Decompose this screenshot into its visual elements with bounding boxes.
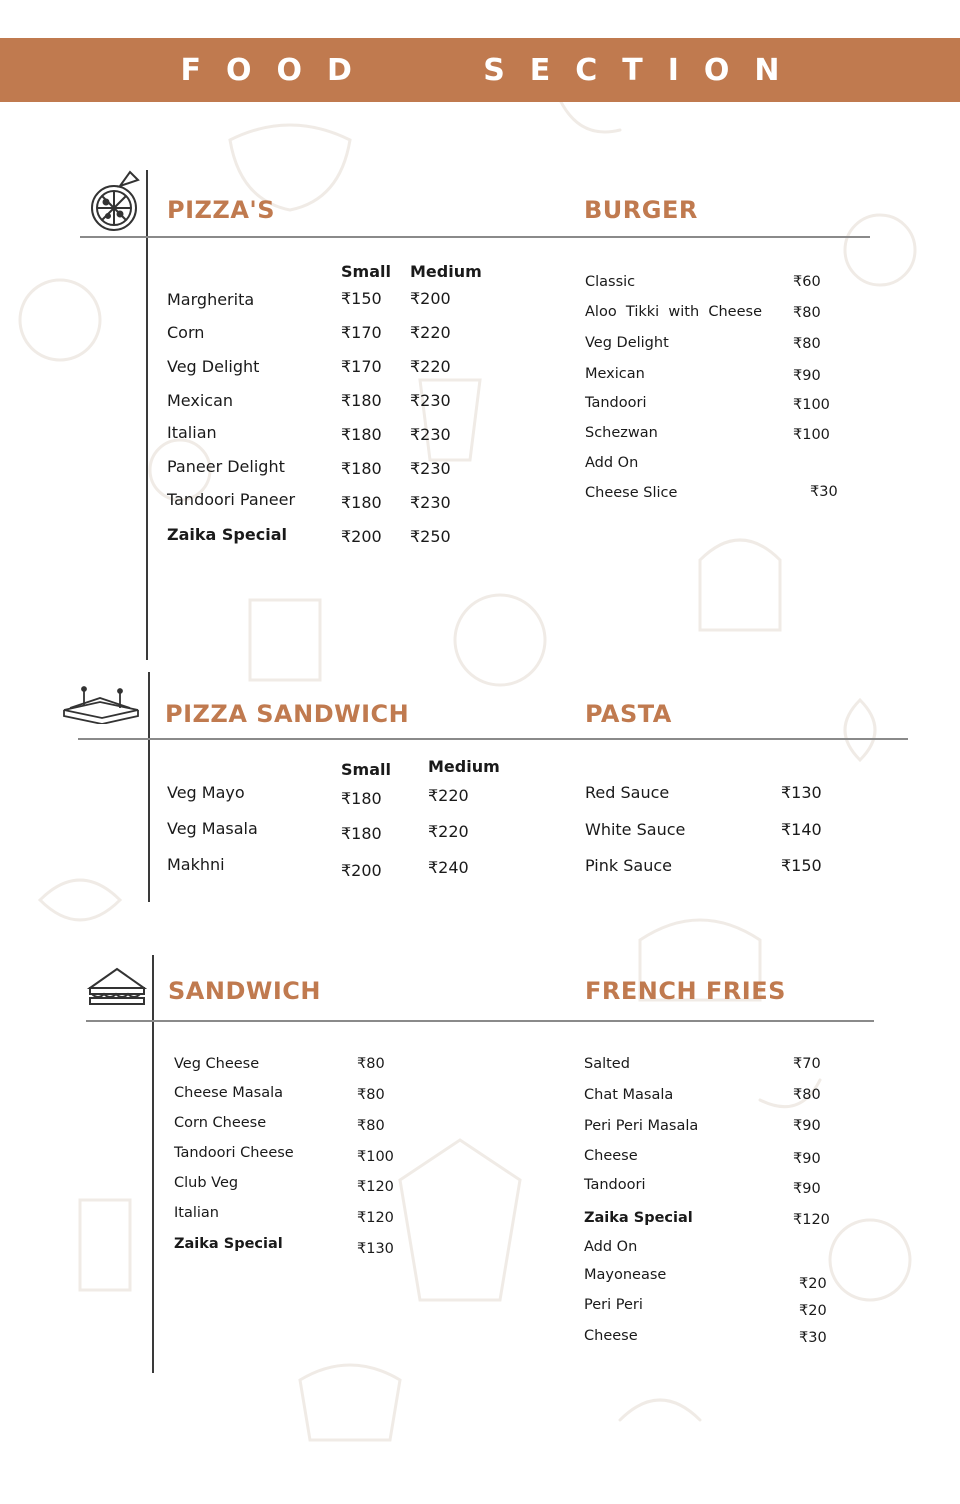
header-title: FOOD SECTION <box>180 52 805 88</box>
pizza-item-small: ₹180 <box>341 391 382 410</box>
pizza-item-name: Italian <box>167 423 217 442</box>
sandwich-divider-vertical <box>152 955 154 1373</box>
pizza-item-medium: ₹230 <box>410 493 451 512</box>
burger-addon-label: Add On <box>585 455 639 471</box>
burger-item-name: Cheese Slice <box>585 485 678 501</box>
burger-item-price: ₹80 <box>793 336 821 352</box>
sandwich-item-name: Cheese Masala <box>174 1085 283 1101</box>
sandwich-item-price: ₹80 <box>357 1118 385 1134</box>
pizza-item-medium: ₹220 <box>410 323 451 342</box>
burger-item-price: ₹100 <box>793 427 830 443</box>
fries-item-name: Salted <box>584 1056 630 1072</box>
pizza-item-name: Corn <box>167 323 205 342</box>
fries-addon-label: Add On <box>584 1239 638 1255</box>
burger-item-name: Schezwan <box>585 425 658 441</box>
pizza-sandwich-item-medium: ₹220 <box>428 822 469 841</box>
pizza-item-small: ₹180 <box>341 459 382 478</box>
pizza-sandwich-item-medium: ₹220 <box>428 786 469 805</box>
fries-item-price: ₹20 <box>799 1303 827 1319</box>
sandwich-item-price: ₹120 <box>357 1179 394 1195</box>
pizza-sandwich-col-small: Small <box>341 760 391 779</box>
sandwich-item-name: Club Veg <box>174 1175 239 1191</box>
fries-item-price: ₹70 <box>793 1056 821 1072</box>
pizza-sandwich-divider-vertical <box>148 672 150 902</box>
pizza-item-name: Zaika Special <box>167 525 287 544</box>
pizza-sandwich-item-small: ₹180 <box>341 789 382 808</box>
burger-item-price: ₹80 <box>793 305 821 321</box>
fries-item-price: ₹90 <box>793 1118 821 1134</box>
pizza-section-divider-vertical <box>146 170 148 660</box>
pasta-item-price: ₹140 <box>781 820 822 839</box>
fries-item-name: Cheese <box>584 1148 638 1164</box>
pizza-icon <box>90 170 142 232</box>
sandwich-item-price: ₹80 <box>357 1056 385 1072</box>
pizza-col-small: Small <box>341 262 391 281</box>
pasta-item-name: Red Sauce <box>585 783 670 802</box>
pizza-item-medium: ₹220 <box>410 357 451 376</box>
pasta-item-price: ₹150 <box>781 856 822 875</box>
burger-item-price: ₹30 <box>810 484 838 500</box>
fries-item-price: ₹90 <box>793 1181 821 1197</box>
fries-item-name: Mayonease <box>584 1267 667 1283</box>
sandwich-fries-rule <box>86 1020 874 1022</box>
pizza-item-name: Paneer Delight <box>167 457 285 476</box>
sandwich-item-name: Italian <box>174 1205 219 1221</box>
pizza-sandwich-item-small: ₹200 <box>341 861 382 880</box>
pizza-sandwich-item-name: Veg Mayo <box>167 783 245 802</box>
pasta-section-title: PASTA <box>585 700 672 728</box>
sandwich-item-price: ₹100 <box>357 1149 394 1165</box>
pizza-item-name: Tandoori Paneer <box>167 490 296 509</box>
sandwich-item-price: ₹130 <box>357 1241 394 1257</box>
pasta-item-name: Pink Sauce <box>585 856 672 875</box>
fries-item-price: ₹20 <box>799 1276 827 1292</box>
burger-section-title: BURGER <box>584 196 698 224</box>
pizza-item-medium: ₹250 <box>410 527 451 546</box>
fries-item-name: Zaika Special <box>584 1210 693 1226</box>
burger-item-name: Tandoori <box>585 395 647 411</box>
fries-item-price: ₹120 <box>793 1212 830 1228</box>
pizza-item-name: Margherita <box>167 290 255 309</box>
sandwich-item-price: ₹120 <box>357 1210 394 1226</box>
sandwich-item-name: Tandoori Cheese <box>174 1145 294 1161</box>
pizza-sandwich-item-name: Makhni <box>167 855 225 874</box>
pizza-sandwich-col-medium: Medium <box>428 757 500 776</box>
pizza-item-medium: ₹200 <box>410 289 451 308</box>
fries-item-price: ₹80 <box>793 1087 821 1103</box>
pizza-item-name: Mexican <box>167 391 234 410</box>
sandwich-item-name: Zaika Special <box>174 1236 283 1252</box>
fries-item-name: Chat Masala <box>584 1087 674 1103</box>
pasta-item-price: ₹130 <box>781 783 822 802</box>
pizza-item-small: ₹200 <box>341 527 382 546</box>
french-fries-section-title: FRENCH FRIES <box>585 977 786 1005</box>
pizza-item-small: ₹180 <box>341 425 382 444</box>
burger-item-price: ₹90 <box>793 368 821 384</box>
pizza-item-small: ₹170 <box>341 357 382 376</box>
pizza-sandwich-item-name: Veg Masala <box>167 819 258 838</box>
pizza-item-medium: ₹230 <box>410 459 451 478</box>
sandwich-item-name: Corn Cheese <box>174 1115 267 1131</box>
pizza-item-small: ₹170 <box>341 323 382 342</box>
fries-item-price: ₹90 <box>793 1151 821 1167</box>
pizza-item-medium: ₹230 <box>410 425 451 444</box>
sandwich-item-name: Veg Cheese <box>174 1056 260 1072</box>
pizza-sandwich-section-title: PIZZA SANDWICH <box>165 700 410 728</box>
fries-item-name: Cheese <box>584 1328 638 1344</box>
pizza-sandwich-item-medium: ₹240 <box>428 858 469 877</box>
pizza-col-medium: Medium <box>410 262 482 281</box>
sandwich-item-price: ₹80 <box>357 1087 385 1103</box>
burger-item-price: ₹60 <box>793 274 821 290</box>
burger-item-name: Mexican <box>585 366 645 382</box>
pizza-item-small: ₹150 <box>341 289 382 308</box>
pizza-burger-rule <box>80 236 870 238</box>
pizza-sandwich-pasta-rule <box>78 738 908 740</box>
sandwich-icon <box>86 966 148 1008</box>
fries-item-name: Tandoori <box>584 1177 646 1193</box>
burger-item-price: ₹100 <box>793 397 830 413</box>
fries-item-price: ₹30 <box>799 1330 827 1346</box>
pizza-section-title: PIZZA'S <box>167 196 276 224</box>
pizza-item-medium: ₹230 <box>410 391 451 410</box>
pasta-item-name: White Sauce <box>585 820 686 839</box>
header-banner <box>0 38 960 102</box>
fries-item-name: Peri Peri Masala <box>584 1118 699 1134</box>
pizza-item-small: ₹180 <box>341 493 382 512</box>
burger-item-name: Aloo Tikki with Cheese <box>585 304 763 320</box>
pizza-sandwich-item-small: ₹180 <box>341 824 382 843</box>
burger-item-name: Classic <box>585 274 636 290</box>
burger-item-name: Veg Delight <box>585 335 669 351</box>
pizza-sandwich-icon <box>60 686 142 724</box>
fries-item-name: Peri Peri <box>584 1297 643 1313</box>
pizza-item-name: Veg Delight <box>167 357 260 376</box>
sandwich-section-title: SANDWICH <box>168 977 321 1005</box>
